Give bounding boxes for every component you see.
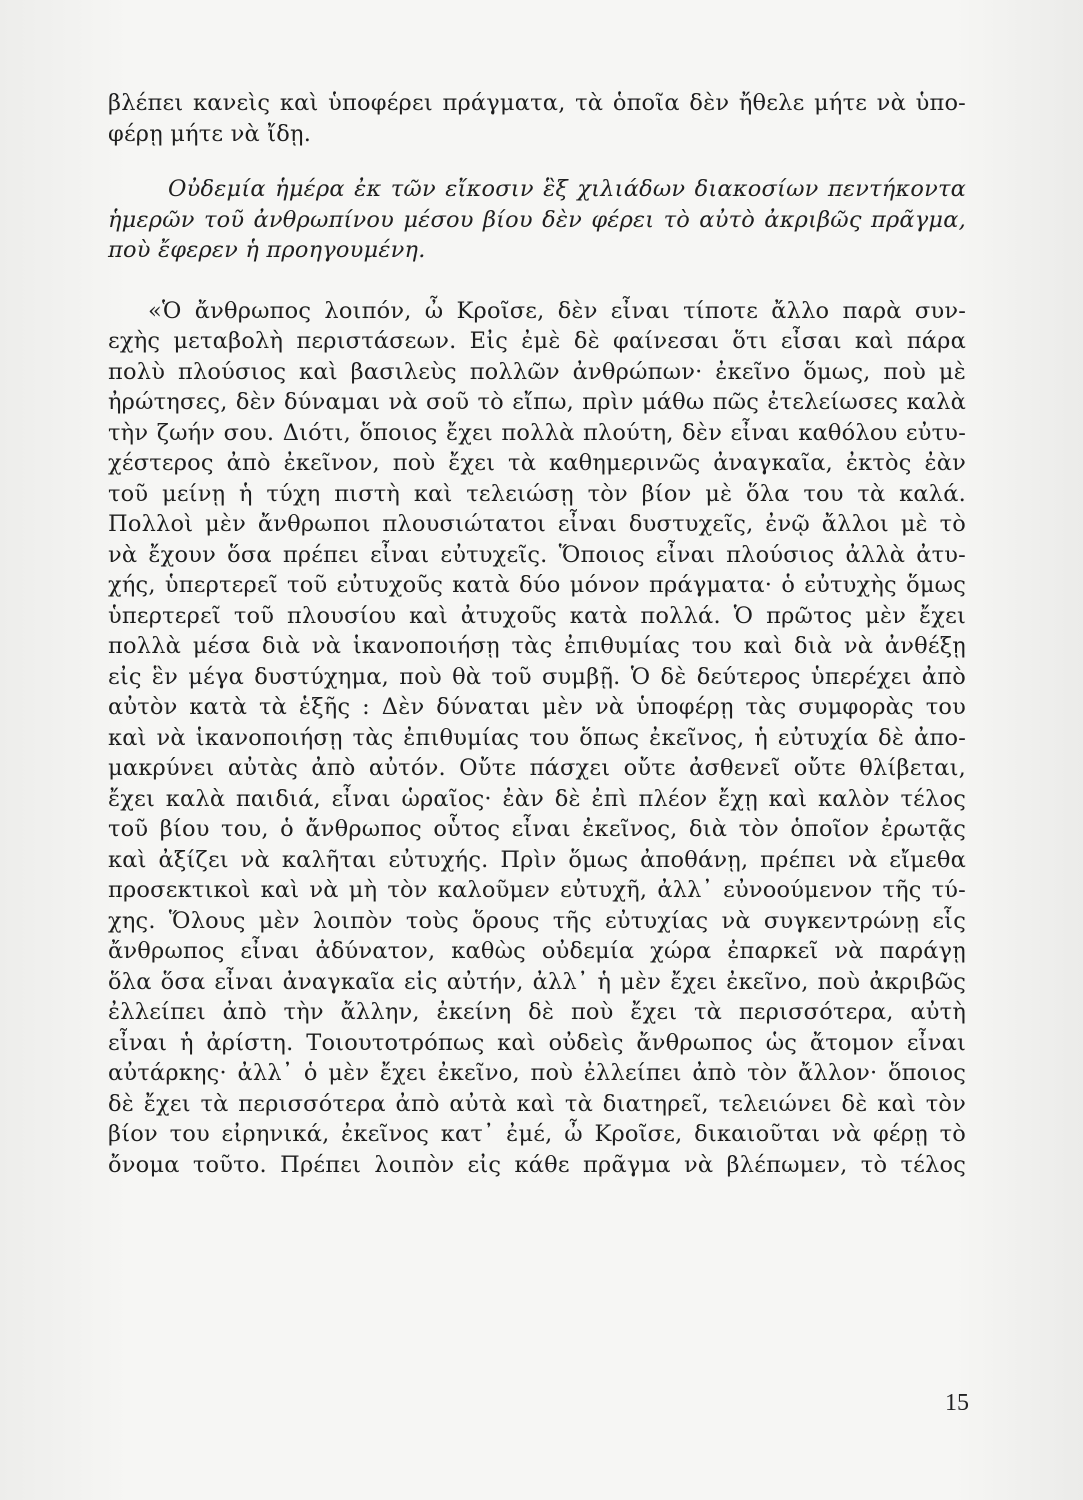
text-line: καὶ νὰ ἱκανοποιήσῃ τὰς ἐπιθυμίας του ὅπως ἐκεῖνος, ἡ εὐτυχία δὲ ἀπο- xyxy=(108,724,966,751)
page-text xyxy=(108,88,966,1180)
text-line: προσεκτικοὶ καὶ νὰ μὴ τὸν καλοῦμεν εὐτυχῆ, ἀλλ᾽ εὐνοούμενον τῆς τύ- xyxy=(108,877,966,903)
page-number: 15 xyxy=(945,1390,969,1416)
italic-paragraph xyxy=(108,174,966,266)
text-line: ἔχει καλὰ παιδιά, εἶναι ὡραῖος· ἐὰν δὲ ἐπὶ πλέον ἔχῃ καὶ καλὸν τέλος xyxy=(108,785,966,812)
opening-paragraph xyxy=(108,88,966,149)
text-line: ὅλα ὅσα εἶναι ἀναγκαῖα εἰς αὐτήν, ἀλλ᾽ ἡ μὲν ἔχει ἐκεῖνο, ποὺ ἀκριβῶς xyxy=(108,968,966,995)
text-line: νὰ ἔχουν ὅσα πρέπει εἶναι εὐτυχεῖς. Ὅποιος εἶναι πλούσιος ἀλλὰ ἀτυ- xyxy=(108,541,966,568)
text-line: φέρῃ μήτε νὰ ἴδῃ. xyxy=(108,120,312,147)
main-paragraph xyxy=(108,296,966,1181)
text-line: ποὺ ἔφερεν ἡ προηγουμένη. xyxy=(108,237,426,263)
text-line: καὶ ἀξίζει νὰ καλῆται εὐτυχής. Πρὶν ὅμως ἀποθάνῃ, πρέπει νὰ εἴμεθα xyxy=(108,846,966,873)
text-line: Οὐδεμία ἡμέρα ἐκ τῶν εἴκοσιν ἓξ χιλιάδων διακοσίων πεντήκοντα xyxy=(168,176,966,202)
text-line: χέστερος ἀπὸ ἐκεῖνον, ποὺ ἔχει τὰ καθημερινῶς ἀναγκαῖα, ἐκτὸς ἐὰν xyxy=(108,450,966,476)
text-line: εχὴς μεταβολὴ περιστάσεων. Εἰς ἐμὲ δὲ φαίνεσαι ὅτι εἶσαι καὶ πάρα xyxy=(108,328,966,354)
text-line: ὄνομα τοῦτο. Πρέπει λοιπὸν εἰς κάθε πρᾶγμα νὰ βλέπωμεν, τὸ τέλος xyxy=(108,1151,966,1178)
text-line: χής, ὑπερτερεῖ τοῦ εὐτυχοῦς κατὰ δύο μόνον πράγματα· ὁ εὐτυχὴς ὅμως xyxy=(108,572,966,598)
text-line: αὐτάρκης· ἀλλ᾽ ὁ μὲν ἔχει ἐκεῖνο, ποὺ ἐλλείπει ἀπὸ τὸν ἄλλον· ὅποιος xyxy=(108,1060,966,1086)
text-line: βλέπει κανεὶς καὶ ὑποφέρει πράγματα, τὰ ὁποῖα δὲν ἤθελε μήτε νὰ ὑπο- xyxy=(108,90,966,116)
text-line: ἐλλείπει ἀπὸ τὴν ἄλλην, ἐκείνη δὲ ποὺ ἔχει τὰ περισσότερα, αὐτὴ xyxy=(108,999,966,1025)
text-line: ἄνθρωπος εἶναι ἀδύνατον, καθὼς οὐδεμία χώρα ἐπαρκεῖ νὰ παράγῃ xyxy=(108,938,966,964)
text-line: «Ὁ ἄνθρωπος λοιπόν, ὦ Κροῖσε, δὲν εἶναι τίποτε ἄλλο παρὰ συν- xyxy=(148,297,966,324)
text-line: μακρύνει αὐτὰς ἀπὸ αὐτόν. Οὔτε πάσχει οὔτε ἀσθενεῖ οὔτε θλίβεται, xyxy=(108,755,966,781)
text-line: εἰς ἓν μέγα δυστύχημα, ποὺ θὰ τοῦ συμβῇ. Ὁ δὲ δεύτερος ὑπερέχει ἀπὸ xyxy=(108,663,966,690)
text-line: χης. Ὅλους μὲν λοιπὸν τοὺς ὅρους τῆς εὐτυχίας νὰ συγκεντρώνῃ εἷς xyxy=(108,907,966,934)
text-line: αὐτὸν κατὰ τὰ ἑξῆς : Δὲν δύναται μὲν νὰ ὑποφέρῃ τὰς συμφορὰς του xyxy=(108,694,966,720)
text-line: τὴν ζωήν σου. Διότι, ὅποιος ἔχει πολλὰ πλούτη, δὲν εἶναι καθόλου εὐτυ- xyxy=(108,419,966,446)
text-line: πολλὰ μέσα διὰ νὰ ἱκανοποιήσῃ τὰς ἐπιθυμίας του καὶ διὰ νὰ ἀνθέξῃ xyxy=(108,633,966,659)
text-line: ὑπερτερεῖ τοῦ πλουσίου καὶ ἀτυχοῦς κατὰ πολλά. Ὁ πρῶτος μὲν ἔχει xyxy=(108,602,966,629)
text-line: τοῦ μείνῃ ἡ τύχη πιστὴ καὶ τελειώσῃ τὸν βίον μὲ ὅλα του τὰ καλά. xyxy=(108,480,966,507)
text-line: ἡμερῶν τοῦ ἀνθρωπίνου μέσου βίου δὲν φέρει τὸ αὐτὸ ἀκριβῶς πρᾶγμα, xyxy=(108,206,966,233)
text-line: βίον του εἰρηνικά, ἐκεῖνος κατ᾽ ἐμέ, ὦ Κροῖσε, δικαιοῦται νὰ φέρῃ τὸ xyxy=(108,1121,966,1147)
text-line: εἶναι ἡ ἀρίστη. Τοιουτοτρόπως καὶ οὐδεὶς ἄνθρωπος ὡς ἄτομον εἶναι xyxy=(108,1029,966,1056)
text-line: τοῦ βίου του, ὁ ἄνθρωπος οὗτος εἶναι ἐκεῖνος, διὰ τὸν ὁποῖον ἐρωτᾷς xyxy=(108,816,966,842)
text-line: Πολλοὶ μὲν ἄνθρωποι πλουσιώτατοι εἶναι δυστυχεῖς, ἐνῷ ἄλλοι μὲ τὸ xyxy=(108,511,966,537)
text-line: δὲ ἔχει τὰ περισσότερα ἀπὸ αὐτὰ καὶ τὰ διατηρεῖ, τελειώνει δὲ καὶ τὸν xyxy=(108,1090,966,1117)
text-line: ἠρώτησες, δὲν δύναμαι νὰ σοῦ τὸ εἴπω, πρὶν μάθω πῶς ἐτελείωσες καλὰ xyxy=(108,389,966,415)
text-line: πολὺ πλούσιος καὶ βασιλεὺς πολλῶν ἀνθρώπων· ἐκεῖνο ὅμως, ποὺ μὲ xyxy=(108,358,966,385)
